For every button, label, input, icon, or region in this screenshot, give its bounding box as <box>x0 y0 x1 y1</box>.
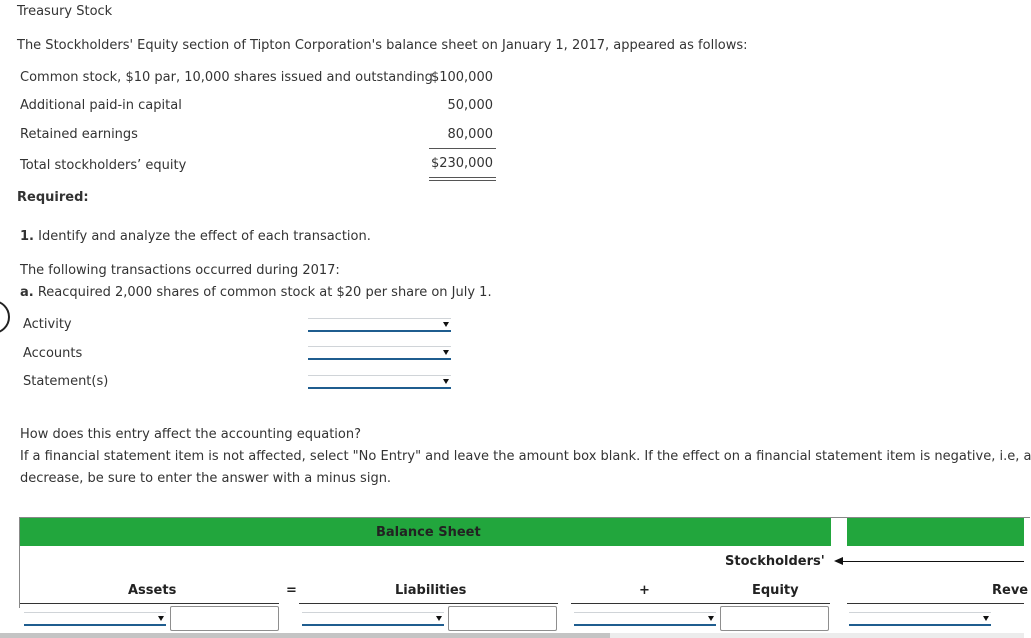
col-equity: Equity <box>752 583 799 598</box>
equity-amount-input[interactable] <box>720 606 829 631</box>
column-rule <box>571 603 830 604</box>
chevron-down-icon <box>443 350 449 355</box>
chevron-down-icon <box>983 616 989 621</box>
accounts-label: Accounts <box>23 346 83 361</box>
column-rule <box>299 603 558 604</box>
column-rule <box>20 603 279 604</box>
col-assets: Assets <box>128 583 177 598</box>
equity-row-label: Common stock, $10 par, 10,000 shares issued and outstanding <box>20 70 433 85</box>
equity-row-value: $230,000 <box>430 156 493 171</box>
assets-account-dropdown[interactable] <box>24 612 166 626</box>
equity-row-value: 50,000 <box>447 98 493 113</box>
equity-row-label: Total stockholders’ equity <box>20 158 187 173</box>
liabilities-account-dropdown[interactable] <box>302 612 444 626</box>
equation-question: How does this entry affect the accounting equation? <box>20 427 362 442</box>
equity-row-label: Retained earnings <box>20 127 138 142</box>
col-revenues: Reve <box>992 583 1029 598</box>
column-rule <box>847 603 1024 604</box>
total-double-rule <box>429 180 496 181</box>
balance-sheet-title: Balance Sheet <box>376 525 481 540</box>
scrollbar-thumb[interactable] <box>0 633 610 638</box>
arrow-left-icon <box>834 557 843 565</box>
page-title: Treasury Stock <box>17 4 113 19</box>
instruction-text: If a financial statement item is not affected, select "No Entry" and leave the amount box blank. If the effect on a financial statement item is negative, i.e, a <box>20 449 1031 464</box>
col-liabilities: Liabilities <box>395 583 467 598</box>
horizontal-scrollbar[interactable] <box>0 633 1024 638</box>
col-equals: = <box>286 583 297 598</box>
question-1 <box>20 229 371 244</box>
question-text: Identify and analyze the effect of each transaction. <box>38 229 371 244</box>
stockholders-label: Stockholders' <box>725 554 825 569</box>
accounts-dropdown[interactable] <box>308 346 451 360</box>
income-statement-header <box>847 518 1024 546</box>
assets-amount-input[interactable] <box>170 606 279 631</box>
chevron-down-icon <box>436 616 442 621</box>
step-marker-icon <box>0 300 10 334</box>
arrow-line <box>840 561 1024 562</box>
liabilities-amount-input[interactable] <box>448 606 557 631</box>
equity-row-value: 80,000 <box>447 127 493 142</box>
chevron-down-icon <box>708 616 714 621</box>
equity-account-dropdown[interactable] <box>574 612 716 626</box>
chevron-down-icon <box>158 616 164 621</box>
transaction-text: Reacquired 2,000 shares of common stock at $20 per share on July 1. <box>37 285 492 300</box>
statements-label: Statement(s) <box>23 374 109 389</box>
activity-label: Activity <box>23 317 72 332</box>
transaction-letter: a. <box>20 285 34 300</box>
activity-dropdown[interactable] <box>308 318 451 332</box>
transaction-a <box>20 285 492 300</box>
instruction-text: decrease, be sure to enter the answer with a minus sign. <box>20 471 392 486</box>
total-double-rule <box>429 177 496 178</box>
chevron-down-icon <box>443 379 449 384</box>
required-heading: Required: <box>17 190 89 205</box>
intro-text: The Stockholders' Equity section of Tipton Corporation's balance sheet on January 1, 2017, appeared as follows: <box>17 38 748 53</box>
question-number: 1. <box>20 229 34 244</box>
col-plus: + <box>639 583 650 598</box>
chevron-down-icon <box>443 322 449 327</box>
equity-row-value: $100,000 <box>430 70 493 85</box>
equity-row-label: Additional paid-in capital <box>20 98 182 113</box>
transactions-intro: The following transactions occurred during 2017: <box>20 263 340 278</box>
subtotal-rule <box>429 148 496 149</box>
statements-dropdown[interactable] <box>308 375 451 389</box>
revenue-account-dropdown[interactable] <box>849 612 991 626</box>
